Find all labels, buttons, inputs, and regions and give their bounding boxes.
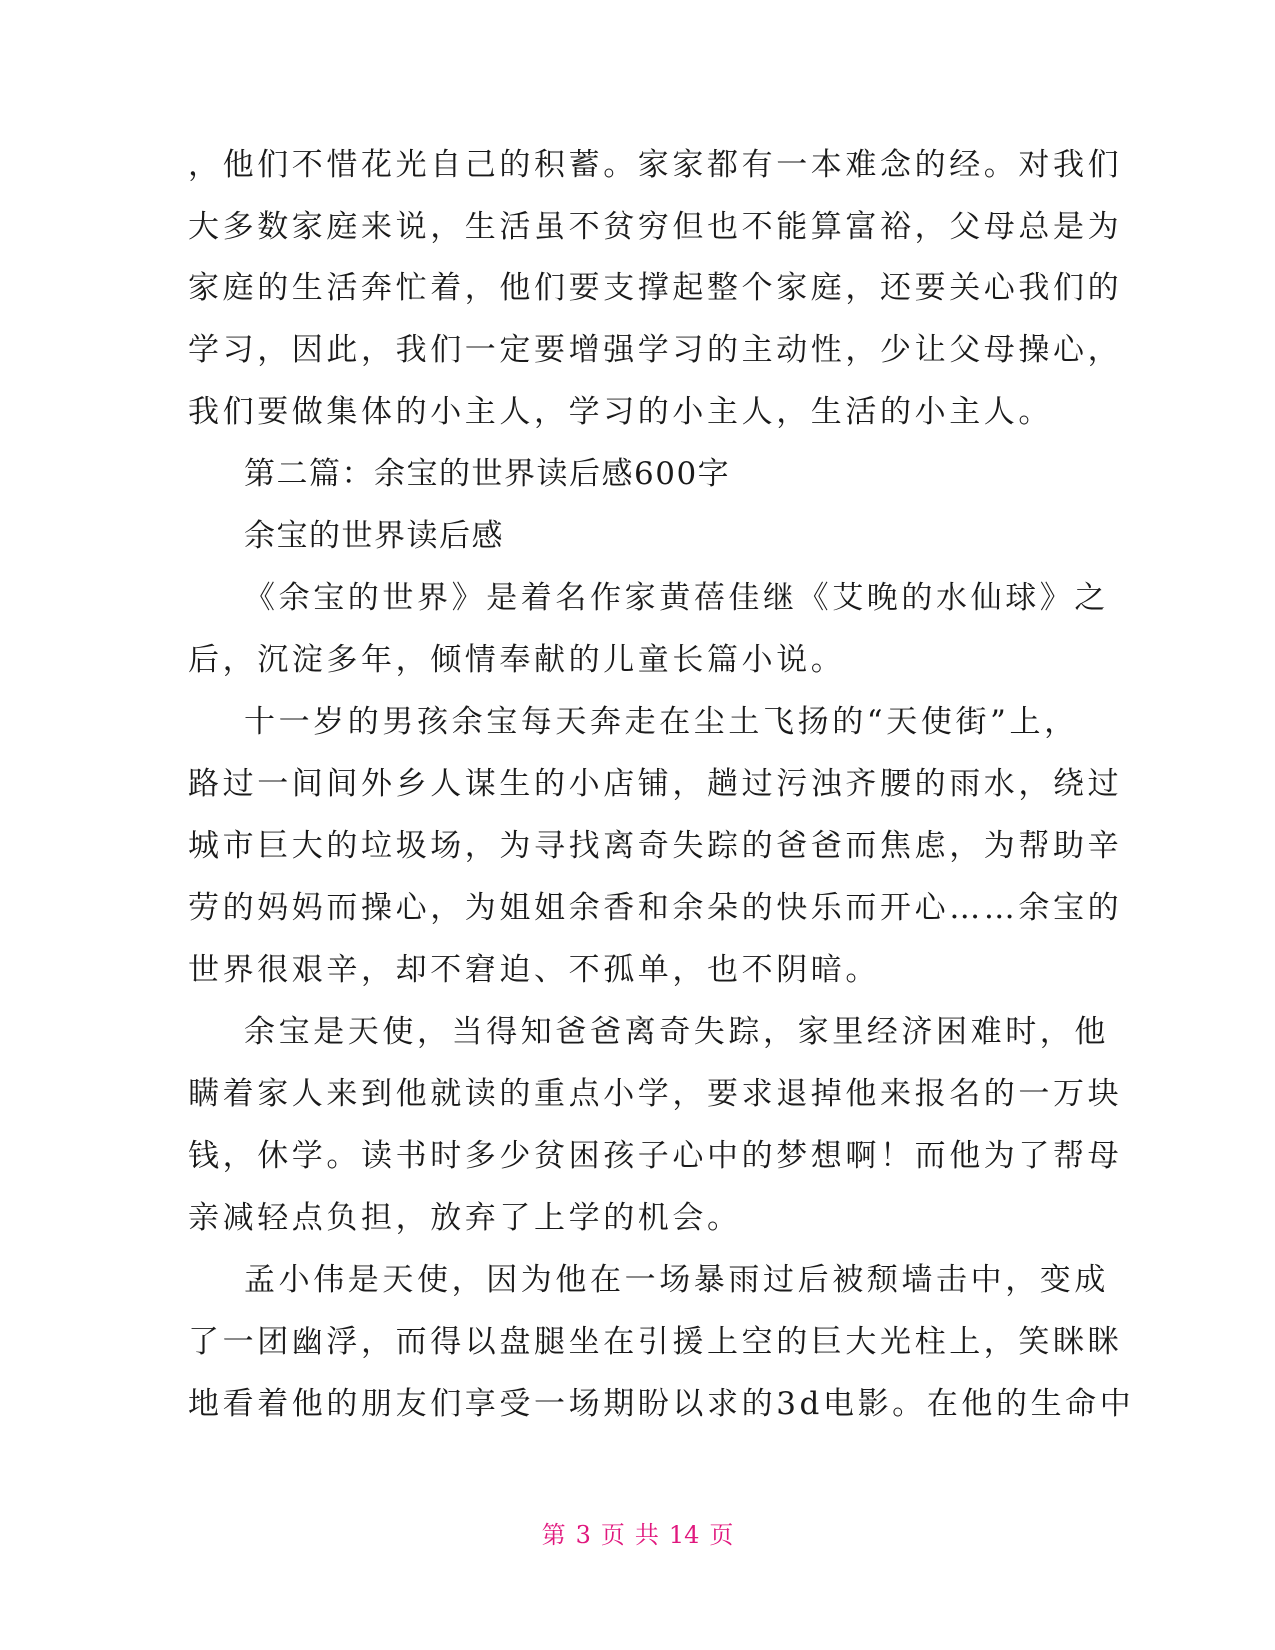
text-line: 后，沉淀多年，倾情奉献的儿童长篇小说。 bbox=[188, 642, 846, 678]
page-label-suffix: 页 bbox=[709, 1521, 734, 1549]
text-line: 钱，休学。读书时多少贫困孩子心中的梦想啊！而他为了帮母 bbox=[188, 1138, 1123, 1174]
page-label-mid2: 共 bbox=[634, 1521, 659, 1549]
text-line: 家庭的生活奔忙着，他们要支撑起整个家庭，还要关心我们的 bbox=[188, 270, 1123, 306]
text-line: 瞒着家人来到他就读的重点小学，要求退掉他来报名的一万块 bbox=[188, 1076, 1123, 1112]
text-line: 城市巨大的垃圾场，为寻找离奇失踪的爸爸而焦虑，为帮助辛 bbox=[188, 828, 1123, 864]
current-page-number: 3 bbox=[575, 1521, 591, 1549]
page-label-prefix: 第 bbox=[541, 1521, 566, 1549]
page-footer bbox=[0, 1520, 1275, 1550]
text-line: 世界很艰辛，却不窘迫、不孤单，也不阴暗。 bbox=[188, 952, 880, 988]
text-line: 劳的妈妈而操心，为姐姐余香和余朵的快乐而开心……余宝的 bbox=[188, 890, 1123, 926]
page-label-mid1: 页 bbox=[600, 1521, 625, 1549]
text-line: 大多数家庭来说，生活虽不贫穷但也不能算富裕，父母总是为 bbox=[188, 209, 1123, 245]
text-line: 我们要做集体的小主人，学习的小主人，生活的小主人。 bbox=[188, 394, 1053, 430]
text-line: 余宝是天使，当得知爸爸离奇失踪，家里经济困难时，他 bbox=[244, 1014, 1109, 1050]
text-line: 亲减轻点负担，放弃了上学的机会。 bbox=[188, 1200, 742, 1236]
text-line: 学习，因此，我们一定要增强学习的主动性，少让父母操心， bbox=[188, 332, 1123, 368]
section-subtitle: 余宝的世界读后感 bbox=[244, 518, 504, 554]
text-line: 地看着他的朋友们享受一场期盼以求的3d电影。在他的生命中 bbox=[188, 1386, 1135, 1422]
text-line: 十一岁的男孩余宝每天奔走在尘土飞扬的“天使街”上， bbox=[244, 704, 1079, 740]
text-line: 孟小伟是天使，因为他在一场暴雨过后被颓墙击中，变成 bbox=[244, 1262, 1109, 1298]
text-line: 《余宝的世界》是着名作家黄蓓佳继《艾晚的水仙球》之 bbox=[244, 580, 1109, 616]
text-line: 了一团幽浮，而得以盘腿坐在引援上空的巨大光柱上，笑眯眯 bbox=[188, 1324, 1123, 1360]
total-pages-number: 14 bbox=[668, 1521, 700, 1549]
section-heading: 第二篇：余宝的世界读后感600字 bbox=[244, 456, 731, 492]
text-line: 路过一间间外乡人谋生的小店铺，趟过污浊齐腰的雨水，绕过 bbox=[188, 766, 1123, 802]
text-line: ，他们不惜花光自己的积蓄。家家都有一本难念的经。对我们 bbox=[188, 147, 1123, 183]
